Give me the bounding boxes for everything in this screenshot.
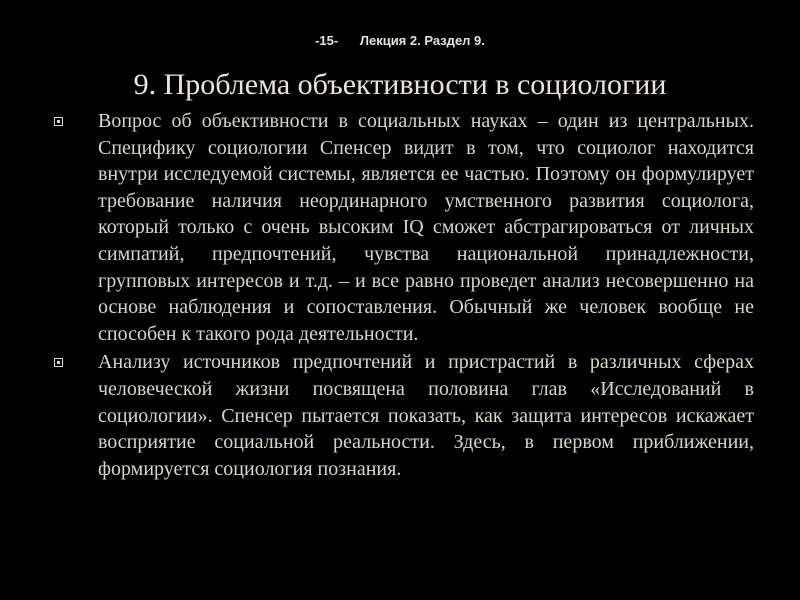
square-bullet-icon xyxy=(54,358,63,367)
bullet-text: Анализу источников предпочтений и пристрастий в различных сферах человеческой жизни посвящена половина глав «Исследований в социологии». Спенсер пытается показать, как защита интересов искажает восприятие социальной реальности. Здесь, в первом приближении, формируется социология познания. xyxy=(98,351,754,480)
lecture-info: Лекция 2. Раздел 9. xyxy=(359,33,485,48)
bullet-item xyxy=(54,349,754,482)
slide-header xyxy=(0,33,800,48)
bullet-list xyxy=(54,108,754,484)
bullet-text: Вопрос об объективности в социальных науках – один из центральных. Специфику социологии Спенсер видит в том, что социолог находится внутри исследуемой системы, является ее частью. Поэтому он формулирует требование наличия неординарного умственного развития социолога, который только с очень высоким IQ сможет абстрагироваться от личных симпатий, предпочтений, чувства национальной принадлежности, групповых интересов и т.д. – и все равно проведет анализ несовершенно на основе наблюдения и сопоставления. Обычный же человек вообще не способен к такого рода деятельности. xyxy=(98,110,754,345)
slide-title: 9. Проблема объективности в социологии xyxy=(133,68,667,101)
square-bullet-icon xyxy=(54,117,63,126)
page-number: -15- xyxy=(315,33,339,48)
bullet-item xyxy=(54,108,754,347)
